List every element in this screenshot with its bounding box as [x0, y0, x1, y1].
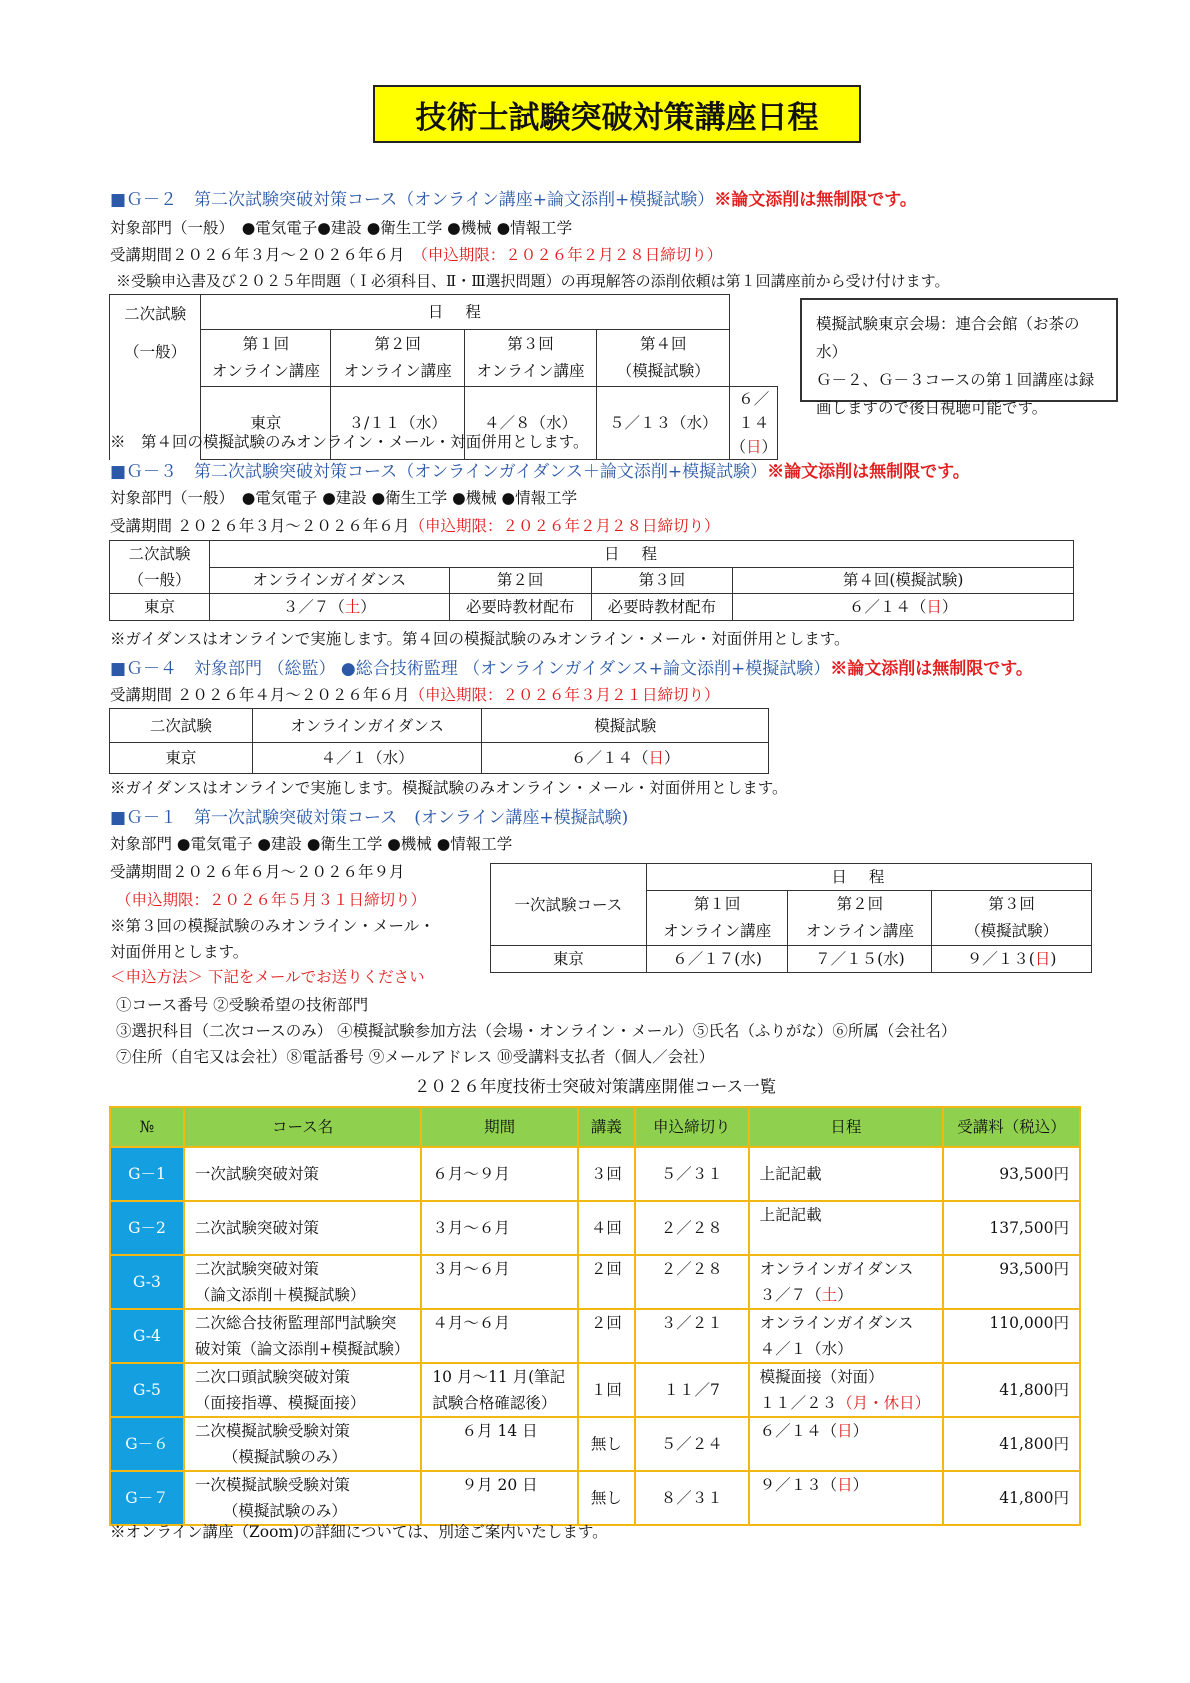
g2-period: [110, 243, 722, 265]
apply-items-3: ⑦住所（自宅又は会社）⑧電話番号 ⑨メールアドレス ⑩受講料支払者（個人／会社）: [116, 1048, 715, 1066]
g4-date-2-day: 日: [648, 749, 664, 767]
g2-session-4-type: （模擬試験）: [616, 362, 710, 380]
course-fee: 137,500円: [943, 1201, 1080, 1255]
g2-session-3-type: オンライン講座: [476, 362, 585, 380]
g1-course-label: 一次試験コース: [491, 864, 647, 946]
table-row: [110, 1363, 1080, 1417]
g1-note2: 対面併用とします。: [110, 943, 249, 961]
course-deadline: １１／7: [635, 1363, 749, 1417]
g2-session-3-label: 第３回: [507, 335, 554, 353]
g3-header-note: ※論文添削は無制限です。: [767, 462, 970, 482]
course-name: 二次試験突破対策: [184, 1201, 421, 1255]
g4-date-2-a: ６／１４（: [570, 749, 649, 767]
g1-session-3-label: 第３回: [988, 895, 1035, 913]
course-schedule-close: ）: [852, 1476, 869, 1494]
course-period: ６月 14 日: [421, 1417, 578, 1471]
g1-schedule-table: [490, 863, 1092, 973]
table-row: [110, 1147, 1080, 1201]
g3-date-4-a: ６／１４（: [848, 598, 927, 616]
g2-deadline: （申込期限：２０２６年２月２８日締切り）: [420, 246, 723, 264]
g1-header: [110, 803, 628, 828]
g2-session-1-type: オンライン講座: [211, 362, 320, 380]
g1-period: 受講期間２０２６年６月～２０２６年９月: [110, 863, 405, 881]
course-fee: 41,800円: [943, 1363, 1080, 1417]
g2-course-sub: （一般）: [124, 343, 187, 361]
table-row: [110, 1201, 1080, 1255]
table-row: [110, 1471, 1080, 1525]
g1-target: 対象部門 ●電気電子 ●建設 ●衛生工学 ●機械 ●情報工学: [110, 835, 513, 853]
g1-note1: ※第３回の模擬試験のみオンライン・メール・: [110, 917, 435, 935]
course-name-line1: 一次模擬試験受験対策: [194, 1476, 350, 1494]
course-fee: 93,500円: [943, 1255, 1080, 1309]
g3-date-1: [209, 594, 449, 621]
course-deadline: ５／２４: [635, 1417, 749, 1471]
g2-session-1-label: 第１回: [242, 335, 290, 353]
g4-footnote: ※ガイダンスはオンラインで実施します。模擬試験のみオンライン・メール・対面併用とします。: [110, 779, 788, 797]
g3-head-3: 第３回: [591, 567, 733, 594]
course-count: ２回: [578, 1255, 635, 1309]
g3-course-label: 二次試験: [110, 541, 210, 568]
g1-session-3-type: （模擬試験）: [965, 922, 1059, 940]
g2-date-4-day: 日: [745, 438, 762, 456]
g2-date-4-c: ）: [761, 438, 778, 456]
course-fee: 110,000円: [943, 1309, 1080, 1363]
g3-head-2: 第２回: [449, 567, 591, 594]
g1-header-main: ■Ｇ－１ 第一次試験突破対策コース (オンライン講座+模擬試験): [110, 808, 629, 828]
course-schedule: [749, 1417, 944, 1471]
course-deadline: ８／３１: [635, 1471, 749, 1525]
g2-location: 東京: [201, 387, 331, 460]
col-no: №: [110, 1107, 184, 1147]
g3-period-text: 受講期間 ２０２６年３月～２０２６年６月: [110, 517, 410, 535]
course-schedule: [749, 1309, 944, 1363]
course-fee: 41,800円: [943, 1471, 1080, 1525]
course-period: ３月～６月: [421, 1201, 578, 1255]
course-period: [421, 1363, 578, 1417]
g2-schedule-header: 日程: [201, 295, 730, 330]
g2-date-3: ５／１３（水）: [597, 387, 730, 460]
course-no: G－1: [110, 1147, 184, 1201]
course-deadline: ２／２８: [635, 1255, 749, 1309]
page-title: 技術士試験突破対策講座日程: [373, 85, 861, 143]
g2-session-1: [201, 330, 331, 387]
g3-date-2: 必要時教材配布: [449, 594, 591, 621]
g1-date-3-a: ９／１３(: [966, 950, 1035, 968]
g4-header-note: ※論文添削は無制限です。: [830, 659, 1033, 679]
g1-location: 東京: [491, 946, 647, 973]
g2-header-note: ※論文添削は無制限です。: [714, 190, 917, 210]
g3-date-4-day: 日: [926, 598, 942, 616]
g4-date-2: [482, 743, 769, 774]
g2-date-4-a: ６／ １４（: [730, 390, 770, 456]
g4-header: [110, 654, 1033, 679]
g3-date-1-c: ）: [360, 598, 376, 616]
g3-date-1-day: 土: [344, 598, 361, 616]
course-schedule: [749, 1363, 944, 1417]
g3-deadline: （申込期限：２０２６年２月２８日締切り）: [409, 517, 720, 535]
course-schedule-day: 日: [837, 1422, 853, 1440]
course-schedule-close: ）: [852, 1422, 869, 1440]
course-schedule: [749, 1471, 944, 1525]
course-period: ３月～６月: [421, 1255, 578, 1309]
col-deadline: 申込締切り: [635, 1107, 749, 1147]
course-period-line1: 10 月～11 月(筆記: [432, 1368, 566, 1386]
course-count: 無し: [578, 1471, 635, 1525]
course-name: [184, 1255, 421, 1309]
g4-head-1: オンラインガイダンス: [252, 709, 482, 743]
g2-session-2: [331, 330, 464, 387]
course-no: G－2: [110, 1201, 184, 1255]
course-name: [184, 1309, 421, 1363]
g1-session-1-type: オンライン講座: [663, 922, 772, 940]
course-name-line2: （模擬試験のみ）: [222, 1502, 347, 1520]
g1-session-2: [788, 891, 932, 946]
table-row: [110, 1417, 1080, 1471]
g2-course-label: 二次試験: [124, 305, 187, 323]
g1-date-3-c: ): [1050, 950, 1057, 968]
course-no: G-3: [110, 1255, 184, 1309]
g1-session-2-type: オンライン講座: [805, 922, 914, 940]
course-schedule-date: ３／７（: [759, 1286, 822, 1304]
table-row: [110, 1255, 1080, 1309]
course-deadline: ５／３１: [635, 1147, 749, 1201]
col-period: 期間: [421, 1107, 578, 1147]
g4-schedule-table: [109, 708, 769, 774]
g4-period-text: 受講期間 ２０２６年４月～２０２６年６月: [110, 686, 410, 704]
course-schedule: [749, 1255, 944, 1309]
course-list-header: [110, 1107, 1080, 1147]
col-count: 講義: [578, 1107, 635, 1147]
g2-header: [110, 185, 917, 210]
g2-session-2-label: 第２回: [374, 335, 421, 353]
course-name: 一次試験突破対策: [184, 1147, 421, 1201]
g3-date-4-c: ）: [941, 598, 958, 616]
g3-header-main: ■Ｇ－３ 第二次試験突破対策コース（オンラインガイダンス＋論文添削+模擬試験）: [110, 462, 768, 482]
course-count: １回: [578, 1363, 635, 1417]
footer-note: ※オンライン講座（Zoom)の詳細については、別途ご案内いたします。: [110, 1523, 608, 1541]
g2-info-line2: Ｇ－２、Ｇ－３コースの第１回講座は録: [816, 371, 1095, 389]
g1-apply-method: ＜申込方法＞ 下記をメールでお送りください: [110, 968, 425, 986]
course-no: G-4: [110, 1309, 184, 1363]
course-name: [184, 1417, 421, 1471]
apply-items-1: ①コース番号 ②受験希望の技術部門: [116, 996, 369, 1014]
course-deadline: ２／２８: [635, 1201, 749, 1255]
course-schedule-close: ）: [837, 1286, 853, 1304]
g4-date-1: ４／１（水）: [252, 743, 482, 774]
g1-date-3: [932, 946, 1092, 973]
course-schedule-date: ４／１（水）: [759, 1340, 853, 1358]
g2-target: 対象部門（一般） ●電気電子●建設 ●衛生工学 ●機械 ●情報工学: [110, 219, 573, 237]
g2-note: ※受験申込書及び２０２５年問題（Ｉ必須科目、Ⅱ・Ⅲ選択問題）の再現解答の添削依頼は第１回講座前から受け付けます。: [116, 272, 950, 290]
g3-target: 対象部門（一般） ●電気電子 ●建設 ●衛生工学 ●機械 ●情報工学: [110, 489, 578, 507]
g1-schedule-header: 日程: [646, 864, 1091, 891]
course-schedule-day: （月・休日）: [837, 1394, 931, 1412]
course-name: [184, 1363, 421, 1417]
course-name-line1: 二次試験突破対策: [194, 1260, 319, 1278]
course-period-line2: 試験合格確認後）: [432, 1394, 557, 1412]
course-name-line1: 二次口頭試験突破対策: [194, 1368, 350, 1386]
g1-session-2-label: 第２回: [836, 895, 884, 913]
g1-session-1: [646, 891, 788, 946]
course-schedule-line1: オンラインガイダンス: [759, 1314, 914, 1332]
col-name: コース名: [184, 1107, 421, 1147]
g3-head-1: オンラインガイダンス: [209, 567, 449, 594]
g1-date-1: ６／１７(水): [646, 946, 788, 973]
g2-info-box: [800, 298, 1118, 417]
g3-footnote: ※ガイダンスはオンラインで実施します。第４回の模擬試験のみオンライン・メール・対面併用とします。: [110, 630, 850, 648]
g2-session-2-type: オンライン講座: [343, 362, 452, 380]
g2-date-2: ４／８（水）: [464, 387, 596, 460]
course-name-line1: 二次模擬試験受験対策: [194, 1422, 350, 1440]
course-count: ４回: [578, 1201, 635, 1255]
g2-session-4: [597, 330, 730, 387]
g4-header-main: ■Ｇ－４ 対象部門 （総監） ●総合技術監理 （オンラインガイダンス+論文添削+模擬試験）: [110, 659, 831, 679]
g3-date-1-a: ３／７（: [282, 598, 345, 616]
course-deadline: ３／２１: [635, 1309, 749, 1363]
g4-location: 東京: [110, 743, 253, 774]
g3-header: [110, 457, 970, 482]
course-schedule-date: ９／１３（: [759, 1476, 838, 1494]
course-count: ２回: [578, 1309, 635, 1363]
g3-schedule-table: [109, 540, 1074, 621]
g1-date-2: ７／１５(水): [788, 946, 932, 973]
g2-footnote: ※ 第４回の模擬試験のみオンライン・メール・対面併用とします。: [110, 433, 589, 451]
g2-info-line1: 模擬試験東京会場：連合会館（お茶の水）: [816, 315, 1080, 361]
course-period: ９月 20 日: [421, 1471, 578, 1525]
course-schedule-line1: 模擬面接（対面）: [759, 1368, 884, 1386]
course-list-table: [109, 1106, 1081, 1526]
apply-items-2: ③選択科目（二次コースのみ） ④模擬試験参加方法（会場・オンライン・メール）⑤氏名（ふりがな）⑥所属（会社名）: [116, 1022, 957, 1040]
g1-date-3-day: 日: [1034, 950, 1051, 968]
g4-course-label: 二次試験: [110, 709, 253, 743]
course-no: G－７: [110, 1471, 184, 1525]
g1-session-1-label: 第１回: [693, 895, 741, 913]
course-schedule: 上記記載: [749, 1147, 944, 1201]
g3-course-sub: （一般）: [110, 567, 210, 594]
g2-period-text: 受講期間２０２６年３月～２０２６年６月: [110, 246, 421, 264]
course-schedule-line1: オンラインガイダンス: [759, 1260, 914, 1278]
course-name-line2: （論文添削＋模擬試験）: [194, 1286, 366, 1304]
g4-deadline: （申込期限：２０２６年３月２１日締切り）: [409, 686, 720, 704]
course-fee: 93,500円: [943, 1147, 1080, 1201]
course-count: 無し: [578, 1417, 635, 1471]
g3-date-3: 必要時教材配布: [591, 594, 733, 621]
g2-session-4-label: 第４回: [640, 335, 687, 353]
course-count: ３回: [578, 1147, 635, 1201]
g3-schedule-header: 日程: [209, 541, 1073, 568]
g2-info-line3: 画しますので後日視聴可能です。: [816, 399, 1048, 417]
g3-head-4: 第４回(模擬試験): [733, 567, 1074, 594]
g3-location: 東京: [110, 594, 210, 621]
course-schedule-date: ６／１４（: [759, 1422, 838, 1440]
course-name-line2: （模擬試験のみ）: [222, 1448, 347, 1466]
g2-date-4: [730, 387, 778, 460]
g4-period: [110, 683, 719, 705]
g1-deadline: （申込期限：２０２６年５月３１日締切り）: [116, 891, 427, 909]
course-period: ４月～６月: [421, 1309, 578, 1363]
course-period: ６月～９月: [421, 1147, 578, 1201]
course-no: G-5: [110, 1363, 184, 1417]
course-name-line2: （面接指導、模擬面接）: [194, 1394, 366, 1412]
course-no: G－６: [110, 1417, 184, 1471]
g3-date-4: [733, 594, 1074, 621]
col-fee: 受講料（税込）: [943, 1107, 1080, 1147]
course-schedule-date: １１／２３: [759, 1394, 838, 1412]
g3-period: [110, 514, 719, 536]
g4-head-2: 模擬試験: [482, 709, 769, 743]
course-name: [184, 1471, 421, 1525]
course-schedule: 上記記載: [749, 1201, 944, 1255]
table-row: [110, 1309, 1080, 1363]
course-schedule-day: 土: [821, 1286, 838, 1304]
course-list-title: ２０２６年度技術士突破対策講座開催コース一覧: [413, 1077, 777, 1096]
g2-session-3: [464, 330, 596, 387]
course-name-line2: 破対策（論文添削+模擬試験）: [194, 1340, 410, 1358]
g1-session-3: [932, 891, 1092, 946]
course-fee: 41,800円: [943, 1417, 1080, 1471]
g4-date-2-c: ）: [663, 749, 680, 767]
col-schedule: 日程: [749, 1107, 944, 1147]
course-schedule-day: 日: [837, 1476, 853, 1494]
g2-date-1: ３/１１（水）: [331, 387, 464, 460]
course-name-line1: 二次総合技術監理部門試験突: [194, 1314, 397, 1332]
g2-header-main: ■Ｇ－２ 第二次試験突破対策コース（オンライン講座+論文添削+模擬試験）: [110, 190, 715, 210]
